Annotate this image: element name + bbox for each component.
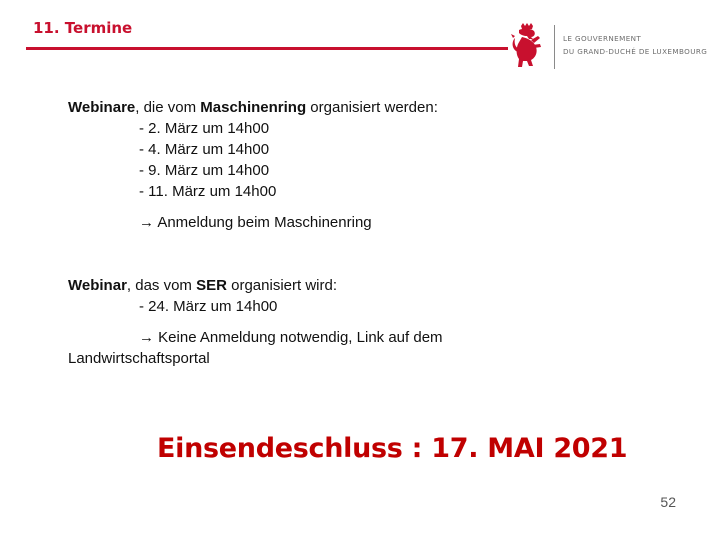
logo-line-2: DU GRAND-DUCHÉ DE LUXEMBOURG <box>563 47 708 56</box>
arrow-right-icon: → <box>139 329 154 346</box>
date-item: - 9. März um 14h00 <box>139 162 270 179</box>
link-note-text: Keine Anmeldung notwendig, Link auf dem <box>154 329 443 346</box>
webinar-text-2: organisiert wird: <box>226 277 337 294</box>
webinar-heading <box>68 275 668 296</box>
title-underline <box>26 47 508 50</box>
webinare-text-1: , die vom <box>135 99 201 116</box>
page-number: 52 <box>660 494 676 510</box>
maschinenring-label: Maschinenring <box>200 99 307 116</box>
link-note <box>68 327 668 348</box>
webinar-label: Webinar <box>68 277 127 294</box>
date-item: - 24. März um 14h00 <box>139 298 278 315</box>
slide-title: 11. Termine <box>33 19 133 37</box>
logo-separator <box>554 25 555 69</box>
logo-line-1: LE GOUVERNEMENT <box>563 34 642 43</box>
government-logo <box>507 22 707 72</box>
webinare-label: Webinare <box>68 99 136 116</box>
date-item: - 11. März um 14h00 <box>139 183 277 200</box>
registration-note <box>68 212 668 233</box>
webinare-heading <box>68 97 668 118</box>
deadline-text: Einsendeschluss : 17. MAI 2021 <box>157 433 628 464</box>
logo-text <box>563 32 707 58</box>
red-lion-crest-icon <box>507 22 549 70</box>
webinar-text-1: , das vom <box>126 277 197 294</box>
arrow-right-icon: → <box>139 214 154 231</box>
slide-content <box>68 97 668 369</box>
webinare-text-2: organisiert werden: <box>306 99 438 116</box>
registration-note-text: Anmeldung beim Maschinenring <box>154 214 372 231</box>
ser-label: SER <box>196 277 227 294</box>
date-item: - 4. März um 14h00 <box>139 141 270 158</box>
link-note-continued: Landwirtschaftsportal <box>68 350 210 367</box>
date-item: - 2. März um 14h00 <box>139 120 270 137</box>
